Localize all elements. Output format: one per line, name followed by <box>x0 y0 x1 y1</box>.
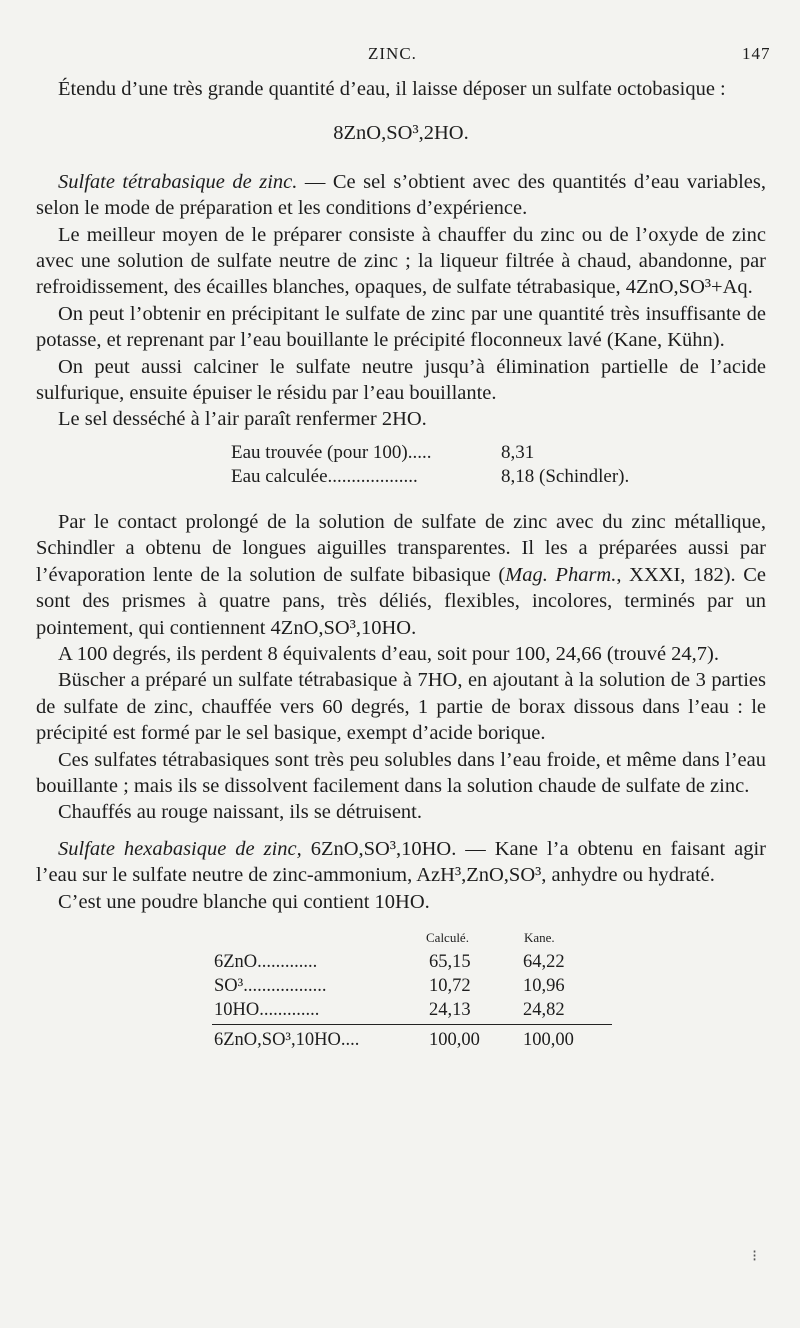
table-row <box>36 973 766 997</box>
row-label: Eau calculée................... <box>231 465 418 487</box>
paragraph-tetrabasique-intro <box>36 169 766 222</box>
paragraph-hexabasique-intro <box>36 836 766 889</box>
section-heading-tetrabasique: Sulfate tétrabasique de zinc. <box>58 170 298 193</box>
column-header-kane: Kane. <box>524 929 555 945</box>
row-value: 8,18 (Schindler). <box>501 465 630 487</box>
paragraph-100-degrees: A 100 degrés, ils perdent 8 équivalents d’eau, soit pour 100, 24,66 (trouvé 24,7). <box>58 642 719 665</box>
water-content-table <box>36 441 766 489</box>
column-header-calcule: Calculé. <box>426 929 469 945</box>
table-total-row <box>36 1027 766 1051</box>
journal-reference: Mag. Pharm. <box>505 563 617 586</box>
paragraph-solubility: Ces sulfates tétrabasiques sont très peu solubles dans l’eau froide, et même dans l’eau bouillante ; mais ils se dissolvent facilement dans la solution chaude de sulfate de zinc. <box>36 748 766 797</box>
paragraph-octobasique: Étendu d’une très grande quantité d’eau, il laisse déposer un sulfate octobasique : <box>58 78 726 100</box>
paragraph-buscher: Büscher a préparé un sulfate tétrabasique à 7HO, en ajoutant à la solution de 3 parties de sulfate de zinc, chauffée vers 60 degrés, 1 partie de borax dissous dans l’eau : le précipité est formé par le sel basique, exempt d’acide borique. <box>36 669 766 745</box>
row-formula: 6ZnO............. <box>214 951 318 972</box>
paragraph-schindler <box>36 509 766 641</box>
paragraph-dried-salt: Le sel desséché à l’air paraît renfermer 2HO. <box>58 408 427 431</box>
total-calc: 100,00 <box>429 1029 480 1050</box>
table-header <box>36 925 766 949</box>
paragraph-text: — Ce sel s’obtient avec des quantités d’eau variables, selon le mode de préparation et les conditions d’expérience. <box>36 170 767 220</box>
page-number: 147 <box>742 44 771 63</box>
section-heading-hexabasique: Sulfate hexabasique de zinc, <box>58 837 302 860</box>
table-row <box>36 997 766 1021</box>
formula-octobasique: 8ZnO,SO³,2HO. <box>333 122 469 145</box>
row-kane: 10,96 <box>523 975 565 996</box>
row-value: 8,31 <box>501 441 535 463</box>
row-label: Eau trouvée (pour 100)..... <box>231 441 432 463</box>
running-title: ZINC. <box>368 44 417 63</box>
total-rule <box>212 1024 612 1025</box>
paragraph-calcination: On peut aussi calciner le sulfate neutre jusqu’à élimination partielle de l’acide sulfurique, ensuite épuiser le résidu par l’eau bouillante. <box>36 355 766 405</box>
table-row <box>36 949 766 973</box>
row-calc: 10,72 <box>429 975 471 996</box>
total-formula: 6ZnO,SO³,10HO.... <box>214 1029 360 1050</box>
paragraph-white-powder: C’est une poudre blanche qui contient 10HO. <box>58 890 430 913</box>
row-kane: 24,82 <box>523 999 565 1020</box>
row-calc: 24,13 <box>429 999 471 1020</box>
total-kane: 100,00 <box>523 1029 574 1050</box>
table-row <box>36 441 766 465</box>
row-kane: 64,22 <box>523 951 565 972</box>
composition-table <box>36 925 766 1075</box>
row-formula: 10HO............. <box>214 999 320 1020</box>
paragraph-preparation: Le meilleur moyen de le préparer consiste à chauffer du zinc ou de l’oxyde de zinc avec une solution de sulfate neutre de zinc ; la liqueur filtrée à chaud, abandonne, par refroidissement, des écailles blanches, opaques, de sulfate tétrabasique, 4ZnO,SO³+Aq. <box>36 223 766 299</box>
paragraph-heating: Chauffés au rouge naissant, ils se détruisent. <box>58 801 422 824</box>
paragraph-text: 6ZnO,SO³,10HO. — Kane l’a obtenu en faisant agir l’eau sur le sulfate neutre de zinc-ammonium, AzH³,ZnO,SO³, anhydre ou hydraté. <box>36 837 766 887</box>
row-formula: SO³.................. <box>214 975 327 996</box>
margin-mark: ⁝ <box>752 1248 758 1265</box>
page-body <box>36 76 766 1075</box>
table-row <box>36 465 766 489</box>
paragraph-precipitation: On peut l’obtenir en précipitant le sulfate de zinc par une quantité très insuffisante de potasse, et reprenant par l’eau bouillante le précipité floconneux lavé (Kane, Kühn). <box>36 302 766 352</box>
row-calc: 65,15 <box>429 951 471 972</box>
paragraph-text: Par le contact prolongé de la solution de sulfate de zinc avec du zinc métallique, Schindler a obtenu de longues aiguilles transparentes. Il les a préparées aussi par l’évaporation lente de la solution de sulfate bibasique ( <box>36 510 766 586</box>
paragraph-text: , XXXI, 182). Ce sont des prismes à quatre pans, très déliés, flexibles, incolores, terminés par un pointement, qui contiennent 4ZnO,SO³,10HO. <box>36 563 766 639</box>
